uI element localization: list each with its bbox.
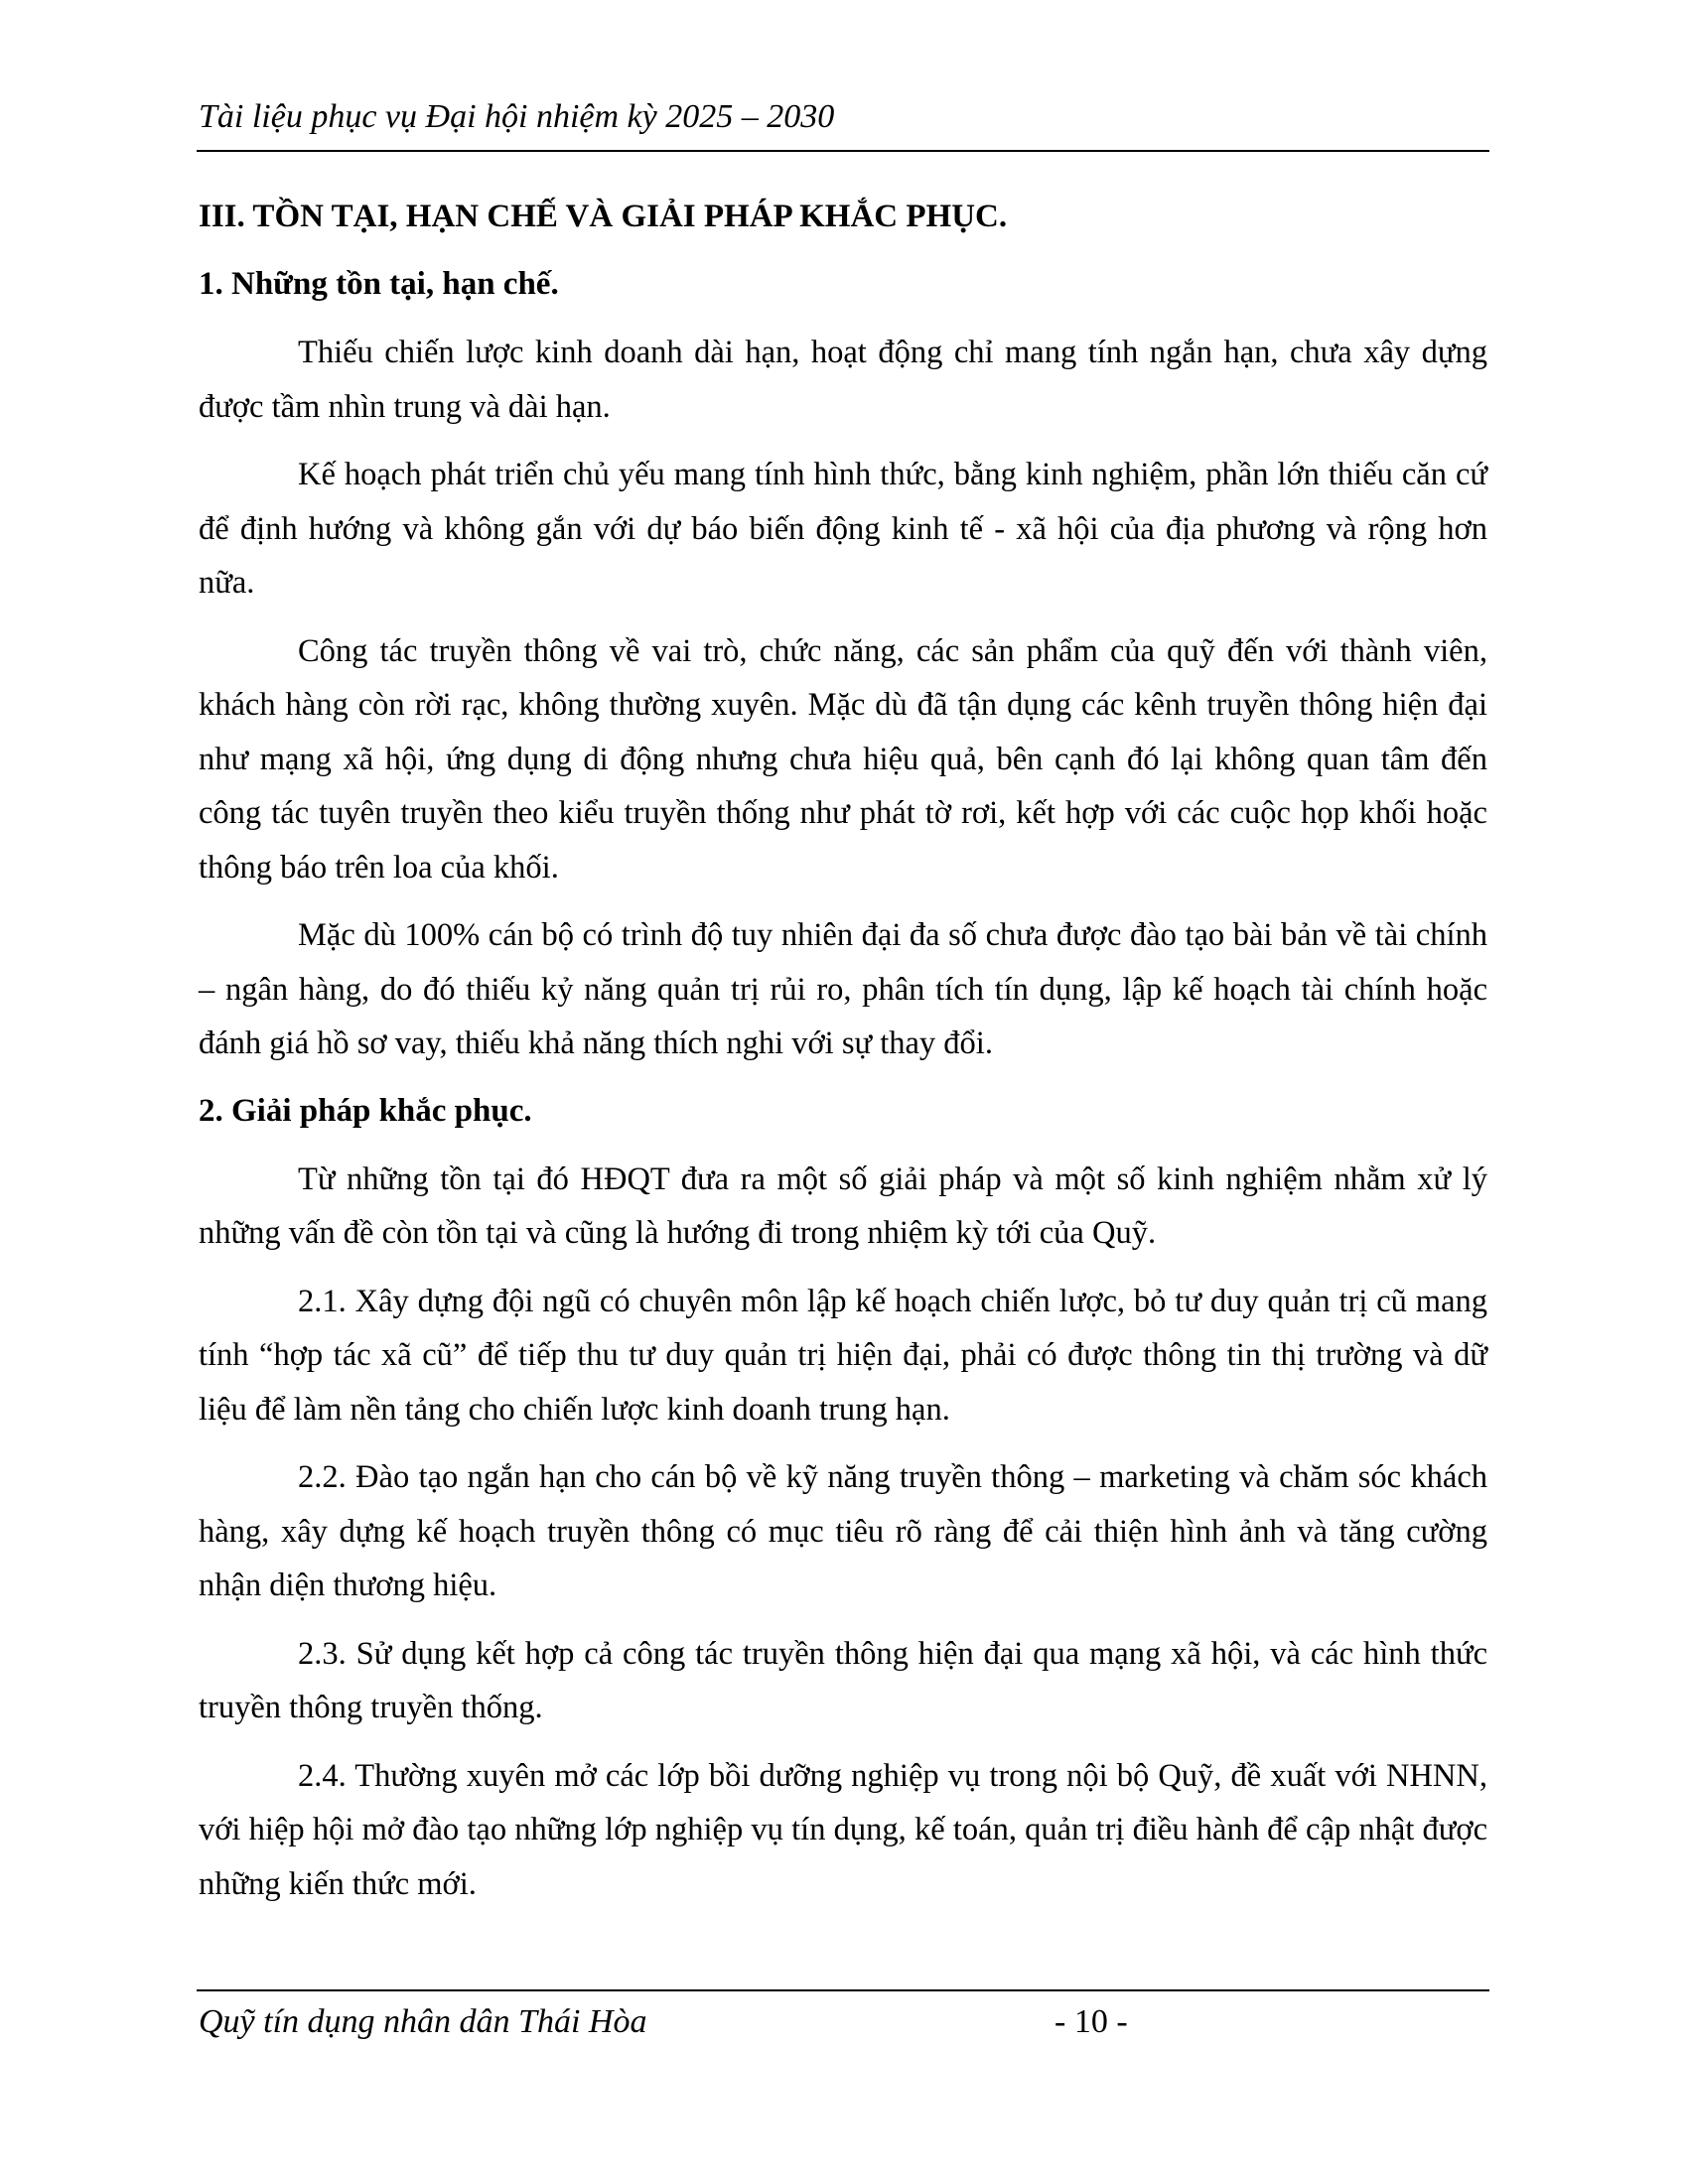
page-number: - 10 - <box>1055 2003 1128 2040</box>
footer-divider <box>197 1989 1489 1991</box>
subsection-title-limitations: 1. Những tồn tại, hạn chế. <box>199 266 559 302</box>
subsection-title-solutions: 2. Giải pháp khắc phục. <box>199 1092 532 1129</box>
paragraph: Từ những tồn tại đó HĐQT đưa ra một số giải pháp và một số kinh nghiệm nhằm xử lý những vấn đề còn tồn tại và cũng là hướng đi trong nhiệm kỳ tới của Quỹ. <box>199 1160 1487 1251</box>
paragraph: Công tác truyền thông về vai trò, chức năng, các sản phẩm của quỹ đến với thành viên, khách hàng còn rời rạc, không thường xuyên. Mặc dù đã tận dụng các kênh truyền thông hiện đại như mạng xã hội, ứng dụng di động nhưng chưa hiệu quả, bên cạnh đó lại không quan tâm đến công tác tuyên truyền theo kiểu truyền thống như phát tờ rơi, kết hợp với các cuộc họp khối hoặc thông báo trên loa của khối. <box>199 632 1487 886</box>
paragraph: 2.4. Thường xuyên mở các lớp bồi dưỡng nghiệp vụ trong nội bộ Quỹ, đề xuất với NHNN, với hiệp hội mở đào tạo những lớp nghiệp vụ tín dụng, kế toán, quản trị điều hành để cập nhật được những kiến thức mới. <box>199 1757 1487 1902</box>
paragraph: Kế hoạch phát triển chủ yếu mang tính hình thức, bằng kinh nghiệm, phần lớn thiếu căn cứ để định hướng và không gắn với dự báo biến động kinh tế - xã hội của địa phương và rộng hơn nữa. <box>199 457 1487 601</box>
paragraph: 2.3. Sử dụng kết hợp cả công tác truyền thông hiện đại qua mạng xã hội, và các hình thức truyền thông truyền thống. <box>199 1635 1487 1725</box>
section-title: III. TỒN TẠI, HẠN CHẾ VÀ GIẢI PHÁP KHẮC PHỤC. <box>199 199 1008 234</box>
footer-organization: Quỹ tín dụng nhân dân Thái Hòa <box>199 2003 647 2040</box>
paragraph: 2.1. Xây dựng đội ngũ có chuyên môn lập kế hoạch chiến lược, bỏ tư duy quản trị cũ mang tính “hợp tác xã cũ” để tiếp thu tư duy quản trị hiện đại, phải có được thông tin thị trường và dữ liệu để làm nền tảng cho chiến lược kinh doanh trung hạn. <box>199 1283 1487 1428</box>
page-content <box>199 189 1487 1911</box>
header-divider <box>197 150 1489 152</box>
paragraph: Mặc dù 100% cán bộ có trình độ tuy nhiên đại đa số chưa được đào tạo bài bản về tài chính – ngân hàng, do đó thiếu kỷ năng quản trị rủi ro, phân tích tín dụng, lập kế hoạch tài chính hoặc đánh giá hồ sơ vay, thiếu khả năng thích nghi với sự thay đổi. <box>199 917 1487 1061</box>
paragraph: Thiếu chiến lược kinh doanh dài hạn, hoạt động chỉ mang tính ngắn hạn, chưa xây dựng được tầm nhìn trung và dài hạn. <box>199 335 1487 425</box>
page-header-title: Tài liệu phục vụ Đại hội nhiệm kỳ 2025 – 2030 <box>199 98 835 135</box>
paragraph: 2.2. Đào tạo ngắn hạn cho cán bộ về kỹ năng truyền thông – marketing và chăm sóc khách hàng, xây dựng kế hoạch truyền thông có mục tiêu rõ ràng để cải thiện hình ảnh và tăng cường nhận diện thương hiệu. <box>199 1459 1487 1603</box>
